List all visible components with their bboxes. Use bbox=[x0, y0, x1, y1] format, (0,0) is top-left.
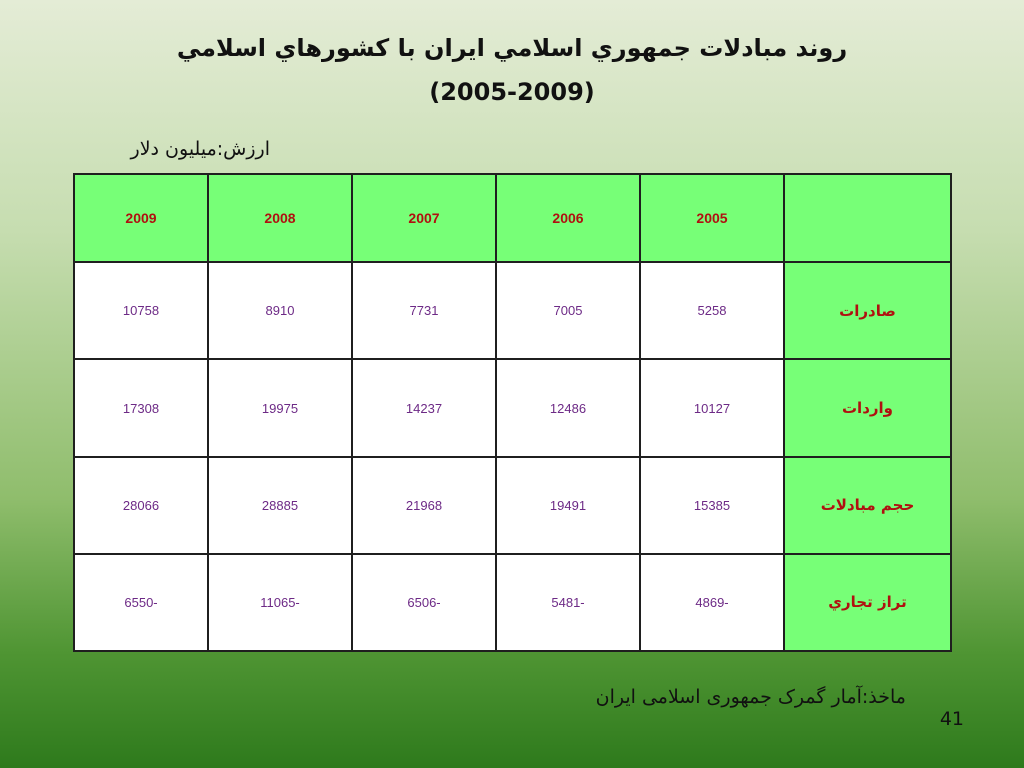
page-number: 41 bbox=[939, 708, 964, 730]
table-cell: 14237 bbox=[352, 359, 496, 456]
table-cell: 10127 bbox=[640, 359, 784, 456]
table-row bbox=[74, 554, 951, 651]
table-cell: 11065- bbox=[208, 554, 352, 651]
row-label: واردات bbox=[784, 359, 951, 456]
row-label: تراز تجاري bbox=[784, 554, 951, 651]
table-cell: 28066 bbox=[74, 457, 208, 554]
table-cell: 19491 bbox=[496, 457, 640, 554]
column-header: 2007 bbox=[352, 174, 496, 262]
column-header: 2006 bbox=[496, 174, 640, 262]
column-header: 2008 bbox=[208, 174, 352, 262]
table-cell: 15385 bbox=[640, 457, 784, 554]
table-header-row bbox=[74, 174, 951, 262]
table-cell: 4869- bbox=[640, 554, 784, 651]
row-label: صادرات bbox=[784, 262, 951, 359]
table-cell: 5481- bbox=[496, 554, 640, 651]
table-cell: 10758 bbox=[74, 262, 208, 359]
trade-table bbox=[73, 173, 952, 652]
table-cell: 19975 bbox=[208, 359, 352, 456]
slide-title: روند مبادلات جمهوري اسلامي ايران با کشورهاي اسلامي bbox=[176, 34, 848, 62]
table-cell: 21968 bbox=[352, 457, 496, 554]
table-cell: 17308 bbox=[74, 359, 208, 456]
source-note: ماخذ:آمار گمرک جمهوری اسلامی ایران bbox=[595, 686, 906, 708]
table-cell: 12486 bbox=[496, 359, 640, 456]
table-cell: 6506- bbox=[352, 554, 496, 651]
table-cell: 28885 bbox=[208, 457, 352, 554]
table-row bbox=[74, 359, 951, 456]
unit-label: ارزش:ميليون دلار bbox=[130, 138, 270, 160]
column-header: 2009 bbox=[74, 174, 208, 262]
table-cell: 7731 bbox=[352, 262, 496, 359]
row-label: حجم مبادلات bbox=[784, 457, 951, 554]
table-cell: 8910 bbox=[208, 262, 352, 359]
table-cell: 7005 bbox=[496, 262, 640, 359]
corner-cell bbox=[784, 174, 951, 262]
column-header: 2005 bbox=[640, 174, 784, 262]
table-row bbox=[74, 457, 951, 554]
table-cell: 5258 bbox=[640, 262, 784, 359]
table-row bbox=[74, 262, 951, 359]
table-cell: 6550- bbox=[74, 554, 208, 651]
slide-subtitle: (2005-2009) bbox=[429, 78, 595, 106]
